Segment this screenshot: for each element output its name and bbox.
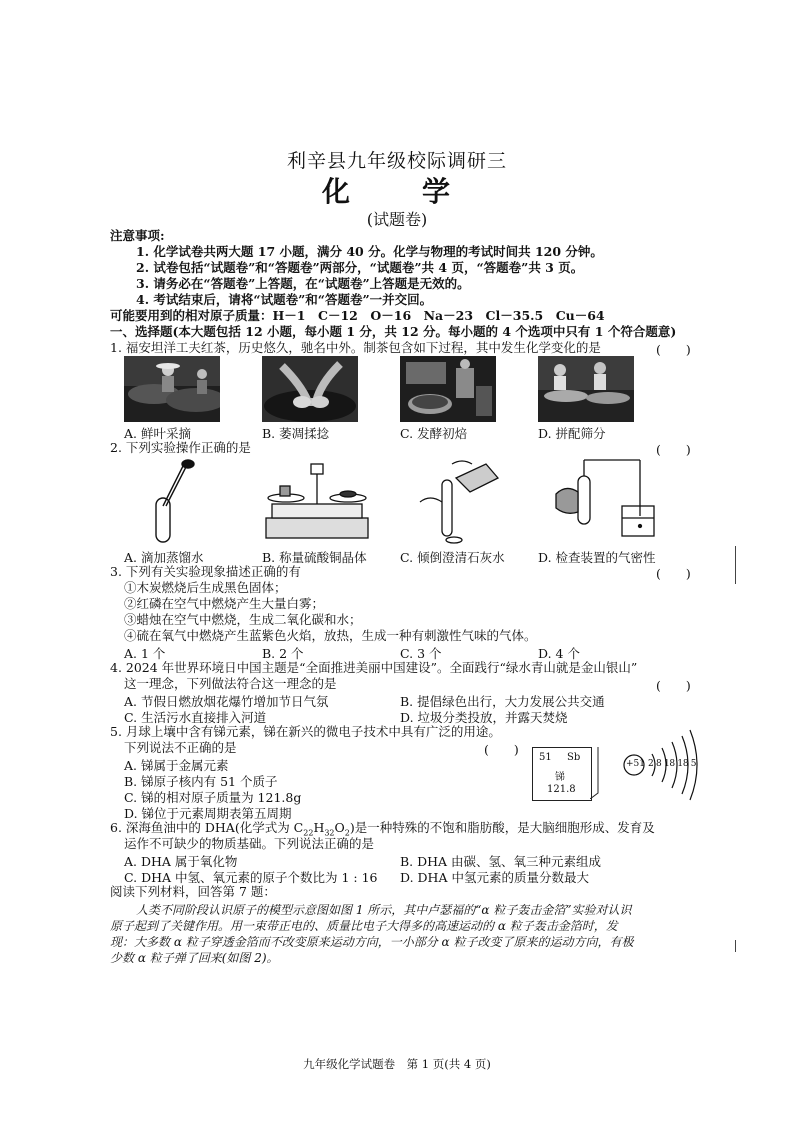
option-b: B. 萎凋揉捻: [262, 426, 330, 441]
photo-blending-sieving: [538, 356, 634, 422]
reading-line: 原子起到了关键作用。用一束带正电的、质量比电子大得多的高速运动的 α 粒子轰击金箔时，发: [110, 919, 618, 933]
option-a: A. 1 个: [124, 646, 166, 661]
scan-mark: [735, 940, 736, 952]
statement: ①木炭燃烧后生成黑色固体；: [124, 580, 287, 595]
option-d: D. 拼配筛分: [538, 426, 606, 441]
question-5-stem-cont: 下列说法不正确的是: [124, 740, 237, 755]
question-4-stem-cont: 这一理念，下列做法符合这一理念的是: [124, 676, 337, 691]
question-2-stem: 2. 下列实验操作正确的是: [110, 440, 251, 455]
nucleus-charge: +51: [626, 759, 645, 769]
note-item: 1. 化学试卷共两大题 17 小题，满分 40 分。化学与物理的考试时间共 120 分钟。: [136, 244, 603, 259]
note-item: 2. 试卷包括“试题卷”和“答题卷”两部分，“试题卷”共 4 页，“答题卷”共 3 页。: [136, 260, 584, 275]
notes-title: 注意事项:: [110, 228, 165, 243]
section-title: 一、选择题(本大题包括 12 小题，每小题 1 分，共 12 分。每小题的 4 个选项中只有 1 个符合题意): [110, 324, 677, 339]
question-3-stem: 3. 下列有关实验现象描述正确的有: [110, 564, 301, 579]
element-number: 51: [539, 752, 552, 763]
option-d: D. 锑位于元素周期表第五周期: [124, 806, 292, 821]
reading-line: 人类不同阶段认识原子的模型示意图如图 1 所示，其中卢瑟福的“α 粒子轰击金箔”实验对认识: [136, 903, 632, 917]
figure-balance: [262, 458, 372, 546]
element-symbol: Sb: [567, 752, 581, 763]
option-b: B. 称量硫酸铜晶体: [262, 550, 367, 565]
question-1-stem: 1. 福安坦洋工夫红茶，历史悠久，驰名中外。制茶包含如下过程，其中发生化学变化的是: [110, 340, 601, 355]
option-d: D. DHA 中氢元素的质量分数最大: [400, 870, 589, 885]
scan-mark: [735, 546, 736, 584]
answer-paren: ( ): [656, 342, 691, 357]
option-a: A. 锑属于金属元素: [124, 758, 229, 773]
element-cell-depth: [590, 747, 600, 799]
figure-dropper: [126, 458, 216, 546]
reading-intro: 阅读下列材料，回答第 7 题：: [110, 884, 276, 899]
answer-paren: ( ): [656, 566, 691, 581]
option-d: D. 垃圾分类投放，并露天焚烧: [400, 710, 568, 725]
note-item: 3. 请务必在“答题卷”上答题，在“试题卷”上答题是无效的。: [136, 276, 470, 291]
electron-shells: 2 8 18 18 5: [648, 759, 697, 769]
option-d: D. 检查装置的气密性: [538, 550, 656, 565]
option-b: B. 锑原子核内有 51 个质子: [124, 774, 278, 789]
reading-line: 少数 α 粒子弹了回来(如图 2)。: [110, 951, 279, 965]
option-a: A. 节假日燃放烟花爆竹增加节日气氛: [124, 694, 329, 709]
option-b: B. 2 个: [262, 646, 304, 661]
paper-type: (试题卷): [366, 210, 428, 229]
answer-paren: ( ): [656, 442, 691, 457]
option-c: C. 锑的相对原子质量为 121.8g: [124, 790, 302, 805]
element-name: 锑: [555, 772, 565, 783]
element-cell-sb: [532, 747, 592, 801]
note-item: 4. 考试结束后，请将“试题卷”和“答题卷”一并交回。: [136, 292, 433, 307]
answer-paren: ( ): [484, 742, 519, 757]
option-c: C. DHA 中氢、氧元素的原子个数比为 1 : 16: [124, 870, 378, 885]
figure-pouring: [406, 458, 506, 546]
option-b: B. DHA 由碳、氢、氧三种元素组成: [400, 854, 602, 869]
photo-tea-picking: [124, 356, 220, 422]
photo-withering-rolling: [262, 356, 358, 422]
statement: ③蜡烛在空气中燃烧，生成二氧化碳和水；: [124, 612, 362, 627]
question-6-stem: 6. 深海鱼油中的 DHA(化学式为 $C_{22}H_{32}O_2$)是一种特殊的不饱和脂肪酸，是大脑细胞形成、发育及: [110, 820, 655, 838]
atomic-masses: 可能要用到的相对原子质量：H－1 C－12 O－16 Na－23 Cl－35.5 Cu－64: [110, 308, 605, 323]
school-title: 利辛县九年级校际调研三: [286, 150, 507, 172]
option-c: C. 3 个: [400, 646, 442, 661]
reading-line: 现：大多数 α 粒子穿透金箔而不改变原来运动方向，一小部分 α 粒子改变了原来的运动方向，有极: [110, 935, 634, 949]
option-c: C. 倾倒澄清石灰水: [400, 550, 505, 565]
option-c: C. 生活污水直接排入河道: [124, 710, 267, 725]
subject-title: 化 学: [321, 175, 472, 208]
option-a: A. DHA 属于氧化物: [124, 854, 238, 869]
option-c: C. 发酵初焙: [400, 426, 468, 441]
statement: ④硫在氧气中燃烧产生蓝紫色火焰，放热，生成一种有刺激性气味的气体。: [124, 628, 537, 643]
page-footer: 九年级化学试题卷 第 1 页(共 4 页): [303, 1057, 491, 1071]
photo-fermentation-baking: [400, 356, 496, 422]
figure-airtightness: [548, 454, 658, 546]
option-b: B. 提倡绿色出行，大力发展公共交通: [400, 694, 605, 709]
option-d: D. 4 个: [538, 646, 580, 661]
statement: ②红磷在空气中燃烧产生大量白雾；: [124, 596, 325, 611]
question-4-stem: 4. 2024 年世界环境日中国主题是“全面推进美丽中国建设”。全面践行“绿水青山就是金山银山”: [110, 660, 638, 675]
option-a: A. 鲜叶采摘: [124, 426, 191, 441]
answer-paren: ( ): [656, 678, 691, 693]
option-a: A. 滴加蒸馏水: [124, 550, 204, 565]
element-mass: 121.8: [547, 784, 576, 795]
question-5-stem: 5. 月球上壤中含有锑元素，锑在新兴的微电子技术中具有广泛的用途。: [110, 724, 501, 739]
question-6-stem-cont: 运作不可缺少的物质基础。下列说法正确的是: [124, 836, 375, 851]
